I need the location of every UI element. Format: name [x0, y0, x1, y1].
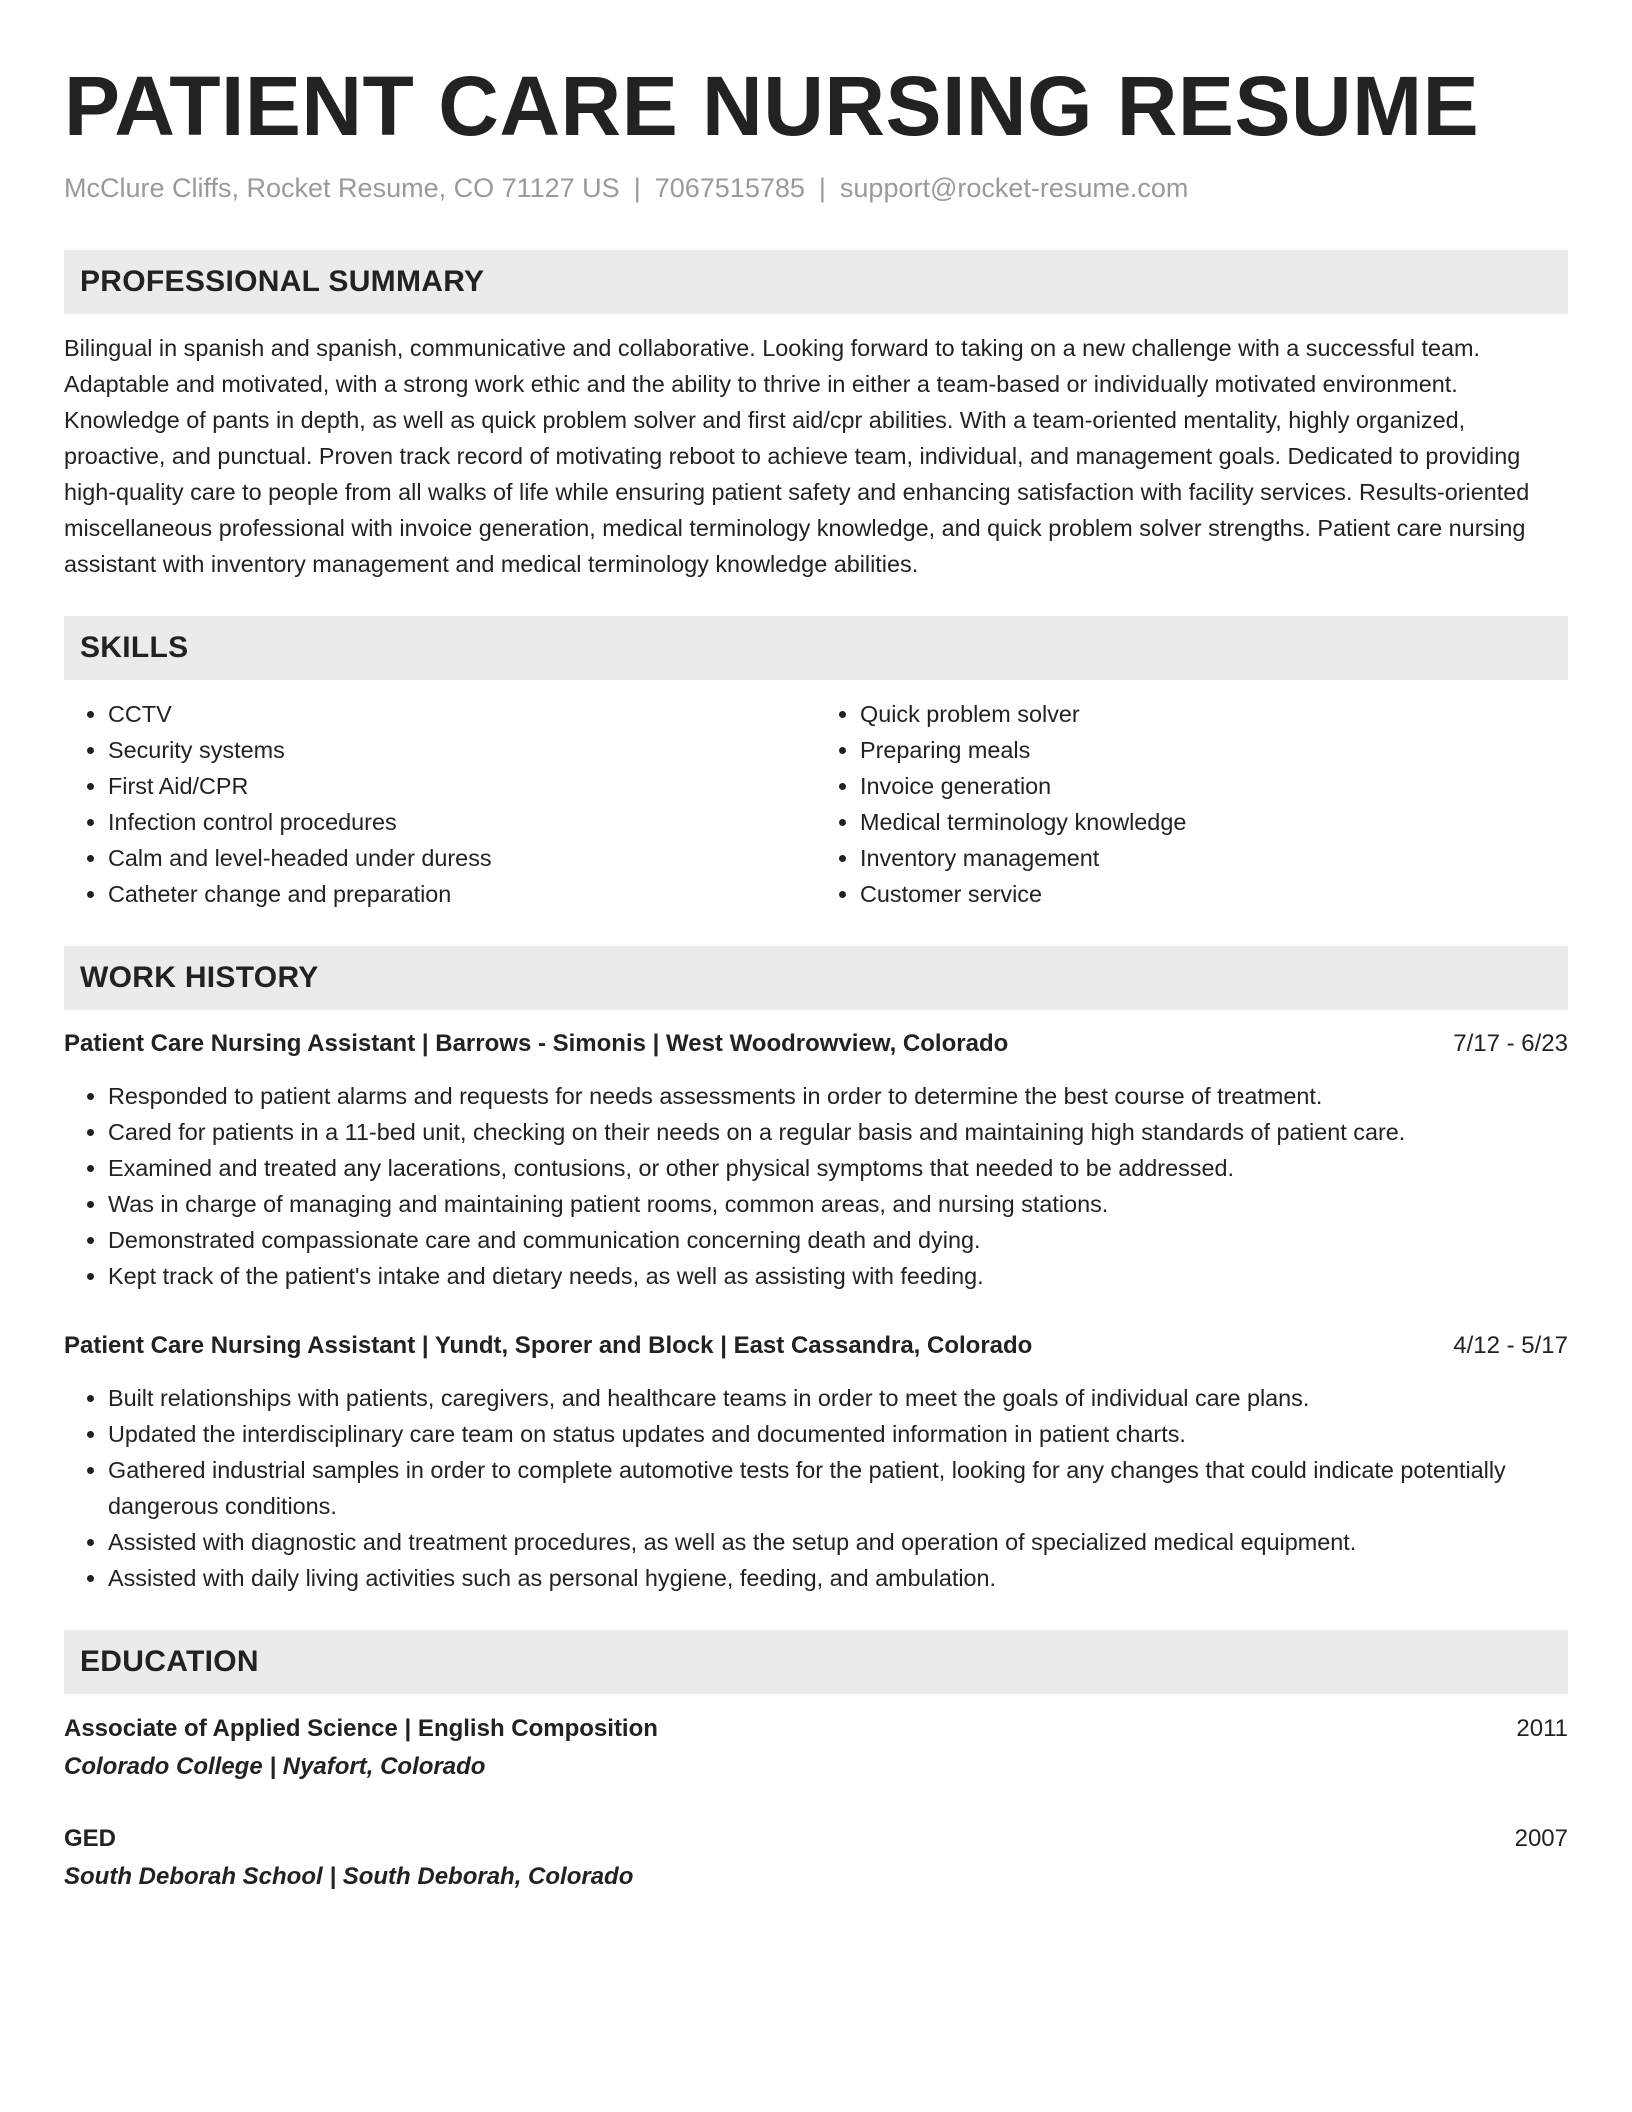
- section-header-work-history: WORK HISTORY: [64, 946, 1568, 1010]
- job-bullet: • Gathered industrial samples in order to complete automotive tests for the patient, looking for any changes that could indicate potentially dangerous conditions.: [108, 1452, 1568, 1524]
- job-bullet: • Assisted with diagnostic and treatment procedures, as well as the setup and operation of specialized medical equipment.: [108, 1524, 1568, 1560]
- resume-title: PATIENT CARE NURSING RESUME: [64, 59, 1480, 153]
- skill-item: • Security systems: [108, 732, 816, 768]
- education-entry: [64, 1820, 1568, 1896]
- contact-phone: 7067515785: [654, 173, 805, 203]
- contact-address: McClure Cliffs, Rocket Resume, CO 71127 US: [64, 173, 620, 203]
- summary-text: Bilingual in spanish and spanish, communicative and collaborative. Looking forward to taking on a new challenge with a successful team. Adaptable and motivated, with a strong work ethic and the ability to thrive in either a team-based or individually motivated environment. Knowledge of pants in depth, as well as quick problem solver and first aid/cpr abilities. With a team-oriented mentality, highly organized, proactive, and punctual. Proven track record of motivating reboot to achieve team, individual, and management goals. Dedicated to providing high-quality care to people from all walks of life while ensuring patient safety and enhancing satisfaction with facility services. Results-oriented miscellaneous professional with invoice generation, medical terminology knowledge, and quick problem solver strengths. Patient care nursing assistant with inventory management and medical terminology knowledge abilities.: [64, 335, 1530, 577]
- contact-separator: |: [818, 173, 826, 203]
- skills-column-left: [64, 696, 816, 912]
- skill-item: • Quick problem solver: [860, 696, 1568, 732]
- contact-separator: |: [633, 173, 641, 203]
- education-year: 2011: [1516, 1715, 1568, 1742]
- job-bullet: • Assisted with daily living activities such as personal hygiene, feeding, and ambulation.: [108, 1560, 1568, 1596]
- skill-item: • Medical terminology knowledge: [860, 804, 1568, 840]
- job-bullets: [64, 1380, 1568, 1596]
- skill-item: • Infection control procedures: [108, 804, 816, 840]
- job-title: Patient Care Nursing Assistant | Barrows - Simonis | West Woodrowview, Colorado: [64, 1030, 1009, 1057]
- education-year: 2007: [1514, 1825, 1568, 1852]
- education-header: [64, 1710, 1568, 1748]
- skill-item: • CCTV: [108, 696, 816, 732]
- skill-item: • Inventory management: [860, 840, 1568, 876]
- skill-item: • Invoice generation: [860, 768, 1568, 804]
- job-bullet: • Cared for patients in a 11-bed unit, checking on their needs on a regular basis and maintaining high standards of patient care.: [108, 1114, 1568, 1150]
- section-header-education: EDUCATION: [64, 1630, 1568, 1694]
- job-bullets: [64, 1078, 1568, 1294]
- section-header-skills: SKILLS: [64, 616, 1568, 680]
- job-entry: [64, 1026, 1568, 1294]
- job-bullet: • Examined and treated any lacerations, contusions, or other physical symptoms that needed to be addressed.: [108, 1150, 1568, 1186]
- job-bullet: • Updated the interdisciplinary care team on status updates and documented information in patient charts.: [108, 1416, 1568, 1452]
- skill-item: • Calm and level-headed under duress: [108, 840, 816, 876]
- job-bullet: • Responded to patient alarms and requests for needs assessments in order to determine the best course of treatment.: [108, 1078, 1568, 1114]
- education-school: Colorado College | Nyafort, Colorado: [64, 1753, 486, 1780]
- education-degree: GED: [64, 1825, 117, 1852]
- job-bullet: • Was in charge of managing and maintaining patient rooms, common areas, and nursing stations.: [108, 1186, 1568, 1222]
- job-bullet: • Built relationships with patients, caregivers, and healthcare teams in order to meet the goals of individual care plans.: [108, 1380, 1568, 1416]
- education-header: [64, 1820, 1568, 1858]
- skills-list: [64, 696, 1568, 912]
- section-header-summary: PROFESSIONAL SUMMARY: [64, 250, 1568, 314]
- contact-email: support@rocket-resume.com: [839, 173, 1189, 203]
- education-school: South Deborah School | South Deborah, Colorado: [64, 1863, 634, 1890]
- job-title: Patient Care Nursing Assistant | Yundt, Sporer and Block | East Cassandra, Colorado: [64, 1332, 1033, 1359]
- job-entry: [64, 1328, 1568, 1596]
- job-header: [64, 1026, 1568, 1062]
- job-dates: 4/12 - 5/17: [1453, 1332, 1568, 1359]
- job-bullet: • Kept track of the patient's intake and dietary needs, as well as assisting with feeding.: [108, 1258, 1568, 1294]
- job-dates: 7/17 - 6/23: [1453, 1030, 1568, 1057]
- education-degree: Associate of Applied Science | English Composition: [64, 1715, 658, 1742]
- education-entry: [64, 1710, 1568, 1786]
- skill-item: • Catheter change and preparation: [108, 876, 816, 912]
- skill-item: • Customer service: [860, 876, 1568, 912]
- skill-item: • First Aid/CPR: [108, 768, 816, 804]
- skill-item: • Preparing meals: [860, 732, 1568, 768]
- skills-column-right: [816, 696, 1568, 912]
- job-bullet: • Demonstrated compassionate care and communication concerning death and dying.: [108, 1222, 1568, 1258]
- job-header: [64, 1328, 1568, 1364]
- contact-line: [64, 170, 1568, 206]
